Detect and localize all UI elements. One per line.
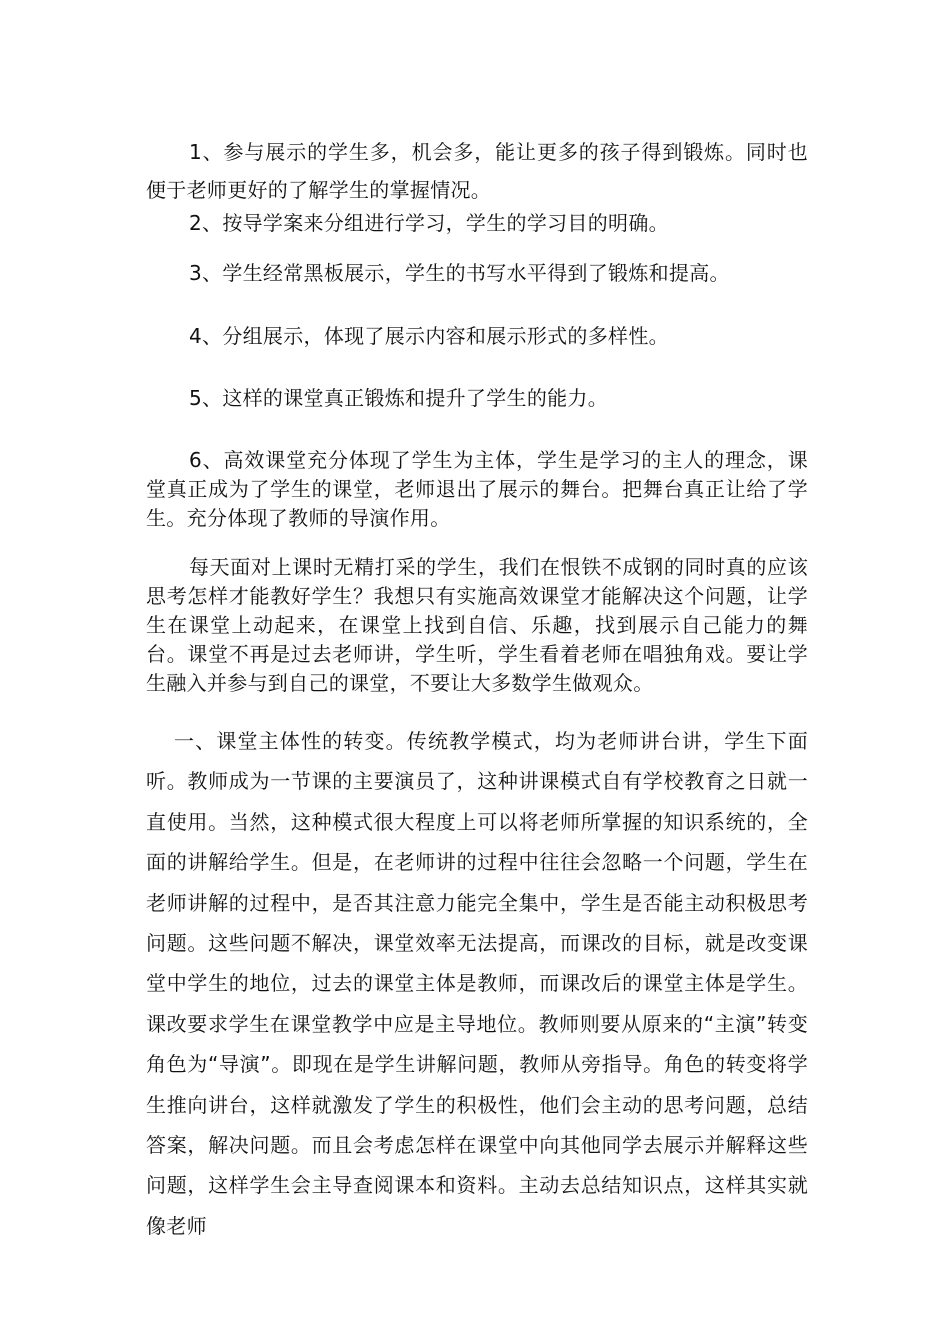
paragraph-5: 5、这样的课堂真正锻炼和提升了学生的能力。 — [189, 386, 609, 410]
paragraph-6: 6、高效课堂充分体现了学生为主体，学生是学习的主人的理念，课堂真正成为了学生的课堂，老师退出了展示的舞台。把舞台真正让给了学生。充分体现了教师的导演作用。 — [146, 448, 808, 530]
paragraph-4: 4、分组展示，体现了展示内容和展示形式的多样性。 — [189, 324, 669, 348]
paragraph-7: 每天面对上课时无精打采的学生，我们在恨铁不成钢的同时真的应该思考怎样才能教好学生？我想只有实施高效课堂才能解决这个问题，让学生在课堂上动起来，在课堂上找到自信、乐趣，找到展示自己能力的舞台。课堂不再是过去老师讲，学生听，学生看着老师在唱独角戏。要让学生融入并参与到自己的课堂，不要让大多数学生做观众。 — [146, 555, 808, 695]
section-one-paragraph: 一、课堂主体性的转变。传统教学模式，均为老师讲台讲，学生下面听。教师成为一节课的主要演员了，这种讲课模式自有学校教育之日就一直使用。当然，这种模式很大程度上可以将老师所掌握的知识系统的，全面的讲解给学生。但是，在老师讲的过程中往往会忽略一个问题，学生在老师讲解的过程中，是否其注意力能完全集中，学生是否能主动积极思考问题。这些问题不解决，课堂效率无法提高，而课改的目标，就是改变课堂中学生的地位，过去的课堂主体是教师，而课改后的课堂主体是学生。课改要求学生在课堂教学中应是主导地位。教师则要从原来的“主演”转变角色为“导演”。即现在是学生讲解问题，教师从旁指导。角色的转变将学生推向讲台，这样就激发了学生的积极性，他们会主动的思考问题，总结答案，解决问题。而且会考虑怎样在课堂中向其他同学去展示并解释这些问题，这样学生会主导查阅课本和资料。主动去总结知识点，这样其实就像老师 — [146, 729, 808, 1238]
paragraph-3: 3、学生经常黑板展示，学生的书写水平得到了锻炼和提高。 — [189, 261, 730, 285]
paragraph-2: 2、按导学案来分组进行学习，学生的学习目的明确。 — [189, 211, 669, 235]
paragraph-1: 1、参与展示的学生多，机会多，能让更多的孩子得到锻炼。同时也便于老师更好的了解学生的掌握情况。 — [146, 140, 808, 202]
